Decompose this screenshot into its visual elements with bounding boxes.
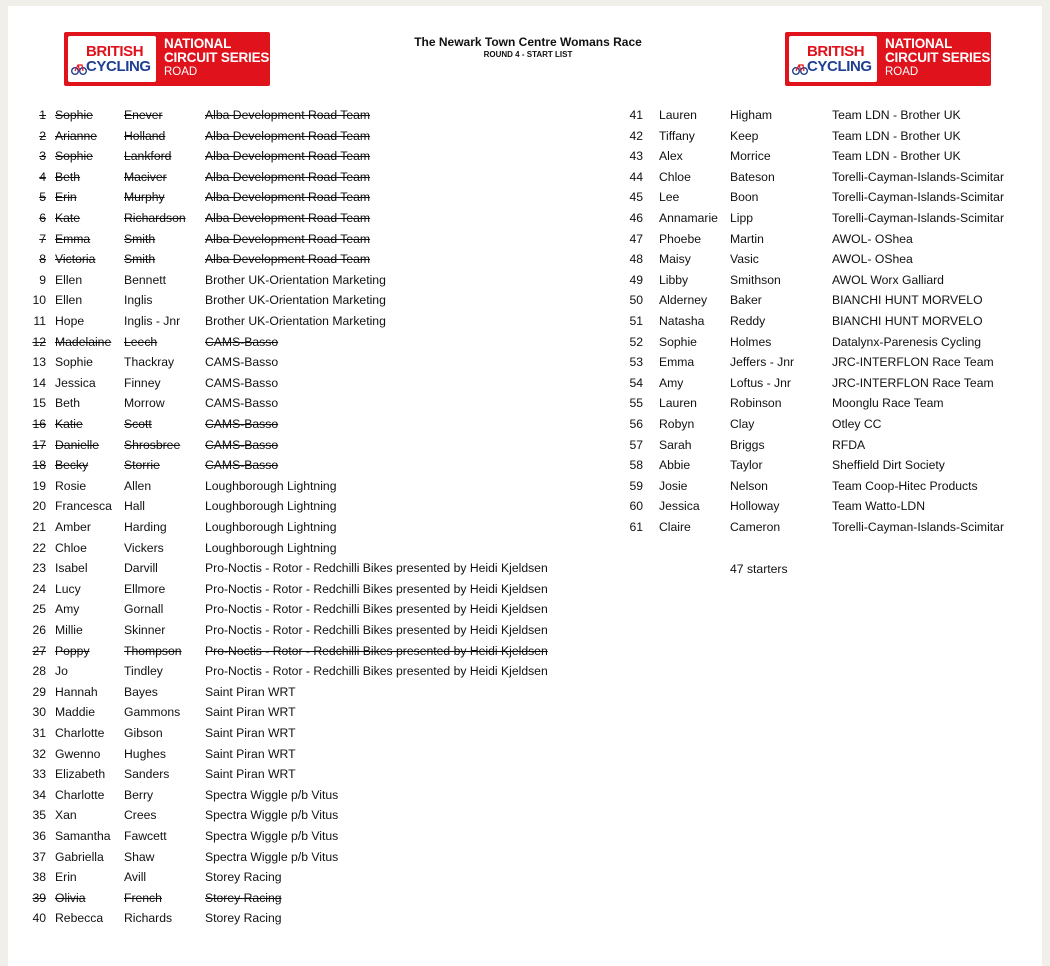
rider-last-name: Enever: [124, 108, 163, 122]
rider-number: 3: [39, 149, 46, 164]
rider-number: 11: [33, 314, 46, 328]
rider-last-name: Crees: [124, 808, 157, 823]
rider-number: 54: [629, 375, 643, 390]
rider-first-name: Jessica: [659, 499, 700, 514]
rider-first-name: Maddie: [55, 705, 95, 720]
rider-number: 43: [629, 149, 643, 164]
rider-last-name: Higham: [730, 108, 772, 122]
rider-last-name: Inglis - Jnr: [124, 314, 181, 328]
logo-cycling: CYCLING: [807, 58, 872, 75]
rider-last-name: Richards: [124, 911, 173, 926]
rider-team: AWOL Worx Galliard: [832, 272, 944, 287]
rider-last-name: Leech: [124, 334, 158, 349]
rider-team: Alba Development Road Team: [205, 128, 371, 143]
header: [338, 35, 718, 59]
rider-number: 4: [39, 169, 46, 184]
rider-first-name: Arianne: [55, 128, 98, 143]
rider-team: Otley CC: [832, 417, 882, 431]
rider-number: 61: [629, 520, 643, 534]
rider-last-name: Smith: [124, 231, 156, 246]
rider-number: 2: [39, 128, 46, 143]
rider-first-name: Amy: [55, 602, 80, 617]
rider-last-name: Briggs: [730, 437, 765, 452]
rider-last-name: Ellmore: [124, 581, 166, 596]
rider-team: Pro-Noctis - Rotor - Redchilli Bikes presented by Heidi Kjeldsen: [205, 561, 548, 576]
rider-first-name: Josie: [659, 478, 688, 493]
rider-first-name: Sophie: [55, 108, 93, 122]
rider-number: 45: [629, 190, 643, 205]
rider-last-name: Hall: [124, 499, 145, 514]
rider-team: Team LDN - Brother UK: [832, 128, 961, 143]
rider-number: 29: [32, 684, 46, 699]
rider-first-name: Victoria: [55, 252, 96, 267]
rider-team: Spectra Wiggle p/b Vitus: [205, 829, 339, 843]
rider-last-name: Holloway: [730, 499, 780, 514]
rider-last-name: Keep: [730, 128, 759, 143]
rider-team: CAMS-Basso: [205, 458, 279, 473]
rider-first-name: Kate: [55, 211, 81, 225]
rider-first-name: Madelaine: [55, 334, 112, 349]
rider-last-name: Holmes: [730, 334, 772, 349]
rider-number: 16: [32, 417, 46, 431]
rider-team: Loughborough Lightning: [205, 478, 337, 493]
bicycle-icon: [71, 62, 87, 76]
rider-last-name: Robinson: [730, 396, 782, 411]
rider-last-name: Bayes: [124, 684, 158, 699]
rider-number: 44: [629, 169, 643, 184]
rider-last-name: Bateson: [730, 169, 775, 184]
rider-team: Sheffield Dirt Society: [832, 458, 945, 473]
rider-last-name: Smith: [124, 252, 156, 267]
rider-first-name: Jessica: [55, 375, 96, 390]
rider-last-name: Maciver: [124, 169, 167, 184]
rider-number: 51: [629, 314, 643, 328]
rider-last-name: Richardson: [124, 211, 186, 225]
rider-number: 37: [32, 849, 46, 864]
logo-british: BRITISH: [807, 43, 865, 60]
series-name: [156, 32, 270, 86]
rider-last-name: Bennett: [124, 272, 167, 287]
rider-number: 1: [39, 108, 46, 122]
rider-last-name: Taylor: [730, 458, 763, 473]
series-line-2: CIRCUIT SERIES: [164, 50, 270, 65]
rider-number: 14: [32, 375, 46, 390]
page-subtitle: ROUND 4 - START LIST: [483, 50, 573, 59]
rider-team: Spectra Wiggle p/b Vitus: [205, 849, 339, 864]
rider-team: Saint Piran WRT: [205, 684, 296, 699]
rider-number: 32: [32, 746, 46, 761]
rider-number: 22: [32, 540, 46, 555]
rider-number: 40: [32, 911, 46, 926]
rider-team: Loughborough Lightning: [205, 520, 337, 534]
rider-team: Pro-Noctis - Rotor - Redchilli Bikes presented by Heidi Kjeldsen: [205, 581, 548, 596]
rider-team: Torelli-Cayman-Islands-Scimitar: [832, 520, 1005, 534]
rider-first-name: Millie: [55, 623, 83, 637]
rider-team: Pro-Noctis - Rotor - Redchilli Bikes presented by Heidi Kjeldsen: [205, 623, 548, 637]
rider-number: 41: [629, 108, 643, 122]
rider-first-name: Ellen: [55, 272, 83, 287]
rider-first-name: Hope: [55, 314, 85, 328]
rider-number: 9: [39, 272, 46, 287]
rider-team: Alba Development Road Team: [205, 211, 371, 225]
rider-last-name: French: [124, 890, 162, 905]
rider-number: 18: [32, 458, 46, 473]
rider-last-name: Clay: [730, 417, 755, 431]
rider-number: 8: [39, 252, 46, 267]
rider-last-name: Thompson: [124, 643, 182, 658]
rider-team: Torelli-Cayman-Islands-Scimitar: [832, 169, 1005, 184]
rider-number: 25: [32, 602, 46, 617]
rider-first-name: Claire: [659, 520, 691, 534]
rider-team: Storey Racing: [205, 911, 282, 926]
rider-last-name: Loftus - Jnr: [730, 375, 791, 390]
rider-number: 30: [32, 705, 46, 720]
rider-last-name: Scott: [124, 417, 152, 431]
rider-team: Team Watto-LDN: [832, 499, 926, 514]
rider-team: Team Coop-Hitec Products: [832, 478, 978, 493]
rider-last-name: Vasic: [730, 252, 759, 267]
rider-team: JRC-INTERFLON Race Team: [832, 355, 994, 370]
rider-number: 34: [32, 787, 46, 802]
rider-first-name: Katie: [55, 417, 83, 431]
logo-british: BRITISH: [86, 43, 144, 60]
rider-number: 20: [32, 499, 46, 514]
rider-last-name: Storrie: [124, 458, 160, 473]
rider-number: 15: [32, 396, 46, 411]
rider-number: 10: [32, 293, 46, 308]
rider-team: AWOL- OShea: [832, 231, 913, 246]
rider-first-name: Poppy: [55, 643, 90, 658]
british-cycling-logo-right: [785, 32, 991, 86]
rider-number: 55: [629, 396, 643, 411]
rider-last-name: Finney: [124, 375, 161, 390]
rider-first-name: Rosie: [55, 478, 87, 493]
rider-number: 27: [32, 643, 46, 658]
rider-number: 35: [32, 808, 46, 823]
rider-team: Saint Piran WRT: [205, 746, 296, 761]
british-cycling-logo-left: [64, 32, 270, 86]
rider-first-name: Beth: [55, 169, 81, 184]
rider-team: Spectra Wiggle p/b Vitus: [205, 787, 339, 802]
rider-team: Brother UK-Orientation Marketing: [205, 293, 386, 308]
rider-last-name: Morrow: [124, 396, 165, 411]
rider-team: Alba Development Road Team: [205, 190, 371, 205]
rider-number: 5: [39, 190, 46, 205]
rider-first-name: Samantha: [55, 829, 111, 843]
rider-team: Torelli-Cayman-Islands-Scimitar: [832, 190, 1005, 205]
rider-last-name: Lankford: [124, 149, 172, 164]
rider-last-name: Shaw: [124, 849, 155, 864]
rider-number: 26: [32, 623, 46, 637]
rider-first-name: Isabel: [55, 561, 88, 576]
rider-last-name: Gammons: [124, 705, 181, 720]
rider-last-name: Sanders: [124, 767, 170, 782]
rider-first-name: Maisy: [659, 252, 691, 267]
series-line-3: ROAD: [885, 66, 919, 78]
rider-first-name: Amy: [659, 375, 684, 390]
rider-first-name: Beth: [55, 396, 81, 411]
bicycle-icon: [792, 62, 808, 76]
logo-cycling: CYCLING: [86, 58, 151, 75]
rider-last-name: Reddy: [730, 314, 766, 328]
start-list-page: [8, 6, 1042, 966]
rider-first-name: Amber: [55, 520, 91, 534]
rider-number: 19: [32, 478, 46, 493]
rider-number: 23: [32, 561, 46, 576]
rider-number: 48: [629, 252, 643, 267]
rider-first-name: Emma: [659, 355, 695, 370]
rider-last-name: Skinner: [124, 623, 166, 637]
rider-team: CAMS-Basso: [205, 437, 279, 452]
rider-first-name: Libby: [659, 272, 689, 287]
rider-last-name: Gornall: [124, 602, 164, 617]
series-line-1: NATIONAL: [164, 36, 232, 51]
rider-team: Torelli-Cayman-Islands-Scimitar: [832, 211, 1005, 225]
rider-last-name: Fawcett: [124, 829, 167, 843]
rider-number: 7: [39, 231, 46, 246]
rider-team: CAMS-Basso: [205, 417, 279, 431]
rider-first-name: Rebecca: [55, 911, 104, 926]
rider-first-name: Sophie: [55, 355, 93, 370]
rider-first-name: Natasha: [659, 314, 705, 328]
rider-team: Spectra Wiggle p/b Vitus: [205, 808, 339, 823]
rider-last-name: Harding: [124, 520, 167, 534]
rider-number: 59: [629, 478, 643, 493]
rider-number: 36: [32, 829, 46, 843]
rider-first-name: Gwenno: [55, 746, 101, 761]
rider-team: Pro-Noctis - Rotor - Redchilli Bikes presented by Heidi Kjeldsen: [205, 643, 548, 658]
rider-first-name: Francesca: [55, 499, 112, 514]
rider-number: 38: [32, 870, 46, 885]
rider-last-name: Tindley: [124, 664, 163, 679]
rider-team: Alba Development Road Team: [205, 231, 371, 246]
rider-first-name: Charlotte: [55, 787, 105, 802]
rider-number: 42: [629, 128, 643, 143]
rider-last-name: Berry: [124, 787, 154, 802]
rider-team: Brother UK-Orientation Marketing: [205, 272, 386, 287]
rider-last-name: Inglis: [124, 293, 153, 308]
rider-number: 17: [32, 437, 46, 452]
rider-team: Alba Development Road Team: [205, 108, 371, 122]
rider-last-name: Hughes: [124, 746, 167, 761]
rider-team: Alba Development Road Team: [205, 149, 371, 164]
rider-number: 47: [629, 231, 643, 246]
rider-last-name: Gibson: [124, 726, 163, 740]
rider-team: RFDA: [832, 437, 866, 452]
rider-first-name: Phoebe: [659, 231, 702, 246]
rider-team: Storey Racing: [205, 870, 282, 885]
rider-last-name: Jeffers - Jnr: [730, 355, 795, 370]
rider-first-name: Alderney: [659, 293, 708, 308]
rider-team: AWOL- OShea: [832, 252, 913, 267]
series-line-2: CIRCUIT SERIES: [885, 50, 991, 65]
rider-number: 53: [629, 355, 643, 370]
rider-last-name: Allen: [124, 478, 152, 493]
british-cycling-badge: [789, 36, 877, 82]
rider-team: CAMS-Basso: [205, 375, 279, 390]
rider-first-name: Erin: [55, 190, 77, 205]
british-cycling-badge: [68, 36, 156, 82]
rider-last-name: Darvill: [124, 561, 158, 576]
rider-last-name: Holland: [124, 128, 166, 143]
rider-last-name: Vickers: [124, 540, 164, 555]
rider-number: 24: [32, 581, 46, 596]
rider-team: BIANCHI HUNT MORVELO: [832, 293, 983, 308]
rider-last-name: Shrosbree: [124, 437, 181, 452]
rider-first-name: Emma: [55, 231, 91, 246]
rider-first-name: Lauren: [659, 108, 697, 122]
rider-last-name: Martin: [730, 231, 764, 246]
rider-number: 57: [629, 437, 643, 452]
rider-last-name: Smithson: [730, 272, 781, 287]
rider-team: Saint Piran WRT: [205, 705, 296, 720]
rider-number: 31: [32, 726, 46, 740]
rider-first-name: Gabriella: [55, 849, 104, 864]
rider-number: 60: [629, 499, 643, 514]
rider-first-name: Lee: [659, 190, 680, 205]
rider-last-name: Baker: [730, 293, 762, 308]
rider-number: 56: [629, 417, 643, 431]
rider-team: Loughborough Lightning: [205, 540, 337, 555]
rider-team: Brother UK-Orientation Marketing: [205, 314, 386, 328]
rider-team: Storey Racing: [205, 890, 282, 905]
rider-team: CAMS-Basso: [205, 355, 279, 370]
rider-first-name: Danielle: [55, 437, 100, 452]
rider-first-name: Jo: [55, 664, 68, 679]
rider-first-name: Sarah: [659, 437, 692, 452]
rider-number: 21: [32, 520, 46, 534]
starters-count: 47 starters: [730, 562, 788, 576]
rider-first-name: Sophie: [55, 149, 93, 164]
rider-last-name: Murphy: [124, 190, 165, 205]
rider-first-name: Hannah: [55, 684, 98, 699]
rider-team: JRC-INTERFLON Race Team: [832, 375, 994, 390]
series-name: [877, 32, 991, 86]
rider-first-name: Annamarie: [659, 211, 718, 225]
rider-last-name: Cameron: [730, 520, 781, 534]
rider-first-name: Charlotte: [55, 726, 105, 740]
rider-team: CAMS-Basso: [205, 334, 279, 349]
rider-team: Moonglu Race Team: [832, 396, 944, 411]
rider-first-name: Sophie: [659, 334, 697, 349]
series-line-3: ROAD: [164, 66, 198, 78]
rider-team: Team LDN - Brother UK: [832, 108, 961, 122]
rider-first-name: Chloe: [55, 540, 87, 555]
rider-team: Loughborough Lightning: [205, 499, 337, 514]
rider-first-name: Xan: [55, 808, 77, 823]
rider-first-name: Lucy: [55, 581, 81, 596]
rider-team: Alba Development Road Team: [205, 169, 371, 184]
rider-first-name: Lauren: [659, 396, 697, 411]
page-title: The Newark Town Centre Womans Race: [414, 35, 642, 49]
rider-first-name: Abbie: [659, 458, 691, 473]
rider-team: Saint Piran WRT: [205, 726, 296, 740]
rider-first-name: Chloe: [659, 169, 691, 184]
rider-number: 33: [32, 767, 46, 782]
rider-last-name: Thackray: [124, 355, 175, 370]
rider-first-name: Robyn: [659, 417, 695, 431]
rider-last-name: Nelson: [730, 478, 768, 493]
rider-number: 58: [629, 458, 643, 473]
rider-number: 6: [39, 211, 46, 225]
rider-team: Team LDN - Brother UK: [832, 149, 961, 164]
rider-number: 12: [32, 334, 46, 349]
rider-number: 46: [629, 211, 643, 225]
rider-last-name: Avill: [124, 870, 147, 885]
rider-number: 50: [629, 293, 643, 308]
rider-first-name: Becky: [55, 458, 89, 473]
rider-first-name: Alex: [659, 149, 683, 164]
rider-number: 52: [629, 334, 643, 349]
rider-first-name: Tiffany: [659, 128, 695, 143]
rider-team: Datalynx-Parenesis Cycling: [832, 334, 982, 349]
rider-number: 49: [629, 272, 643, 287]
rider-number: 13: [32, 355, 46, 370]
rider-team: Alba Development Road Team: [205, 252, 371, 267]
series-line-1: NATIONAL: [885, 36, 953, 51]
rider-last-name: Boon: [730, 190, 759, 205]
rider-team: Saint Piran WRT: [205, 767, 296, 782]
rider-last-name: Morrice: [730, 149, 771, 164]
rider-team: Pro-Noctis - Rotor - Redchilli Bikes presented by Heidi Kjeldsen: [205, 602, 548, 617]
rider-number: 28: [32, 664, 46, 679]
rider-team: BIANCHI HUNT MORVELO: [832, 314, 983, 328]
rider-team: CAMS-Basso: [205, 396, 279, 411]
rider-first-name: Olivia: [55, 890, 86, 905]
rider-number: 39: [32, 890, 46, 905]
rider-first-name: Elizabeth: [55, 767, 106, 782]
rider-team: Pro-Noctis - Rotor - Redchilli Bikes presented by Heidi Kjeldsen: [205, 664, 548, 679]
rider-first-name: Ellen: [55, 293, 83, 308]
rider-first-name: Erin: [55, 870, 77, 885]
rider-last-name: Lipp: [730, 211, 754, 225]
